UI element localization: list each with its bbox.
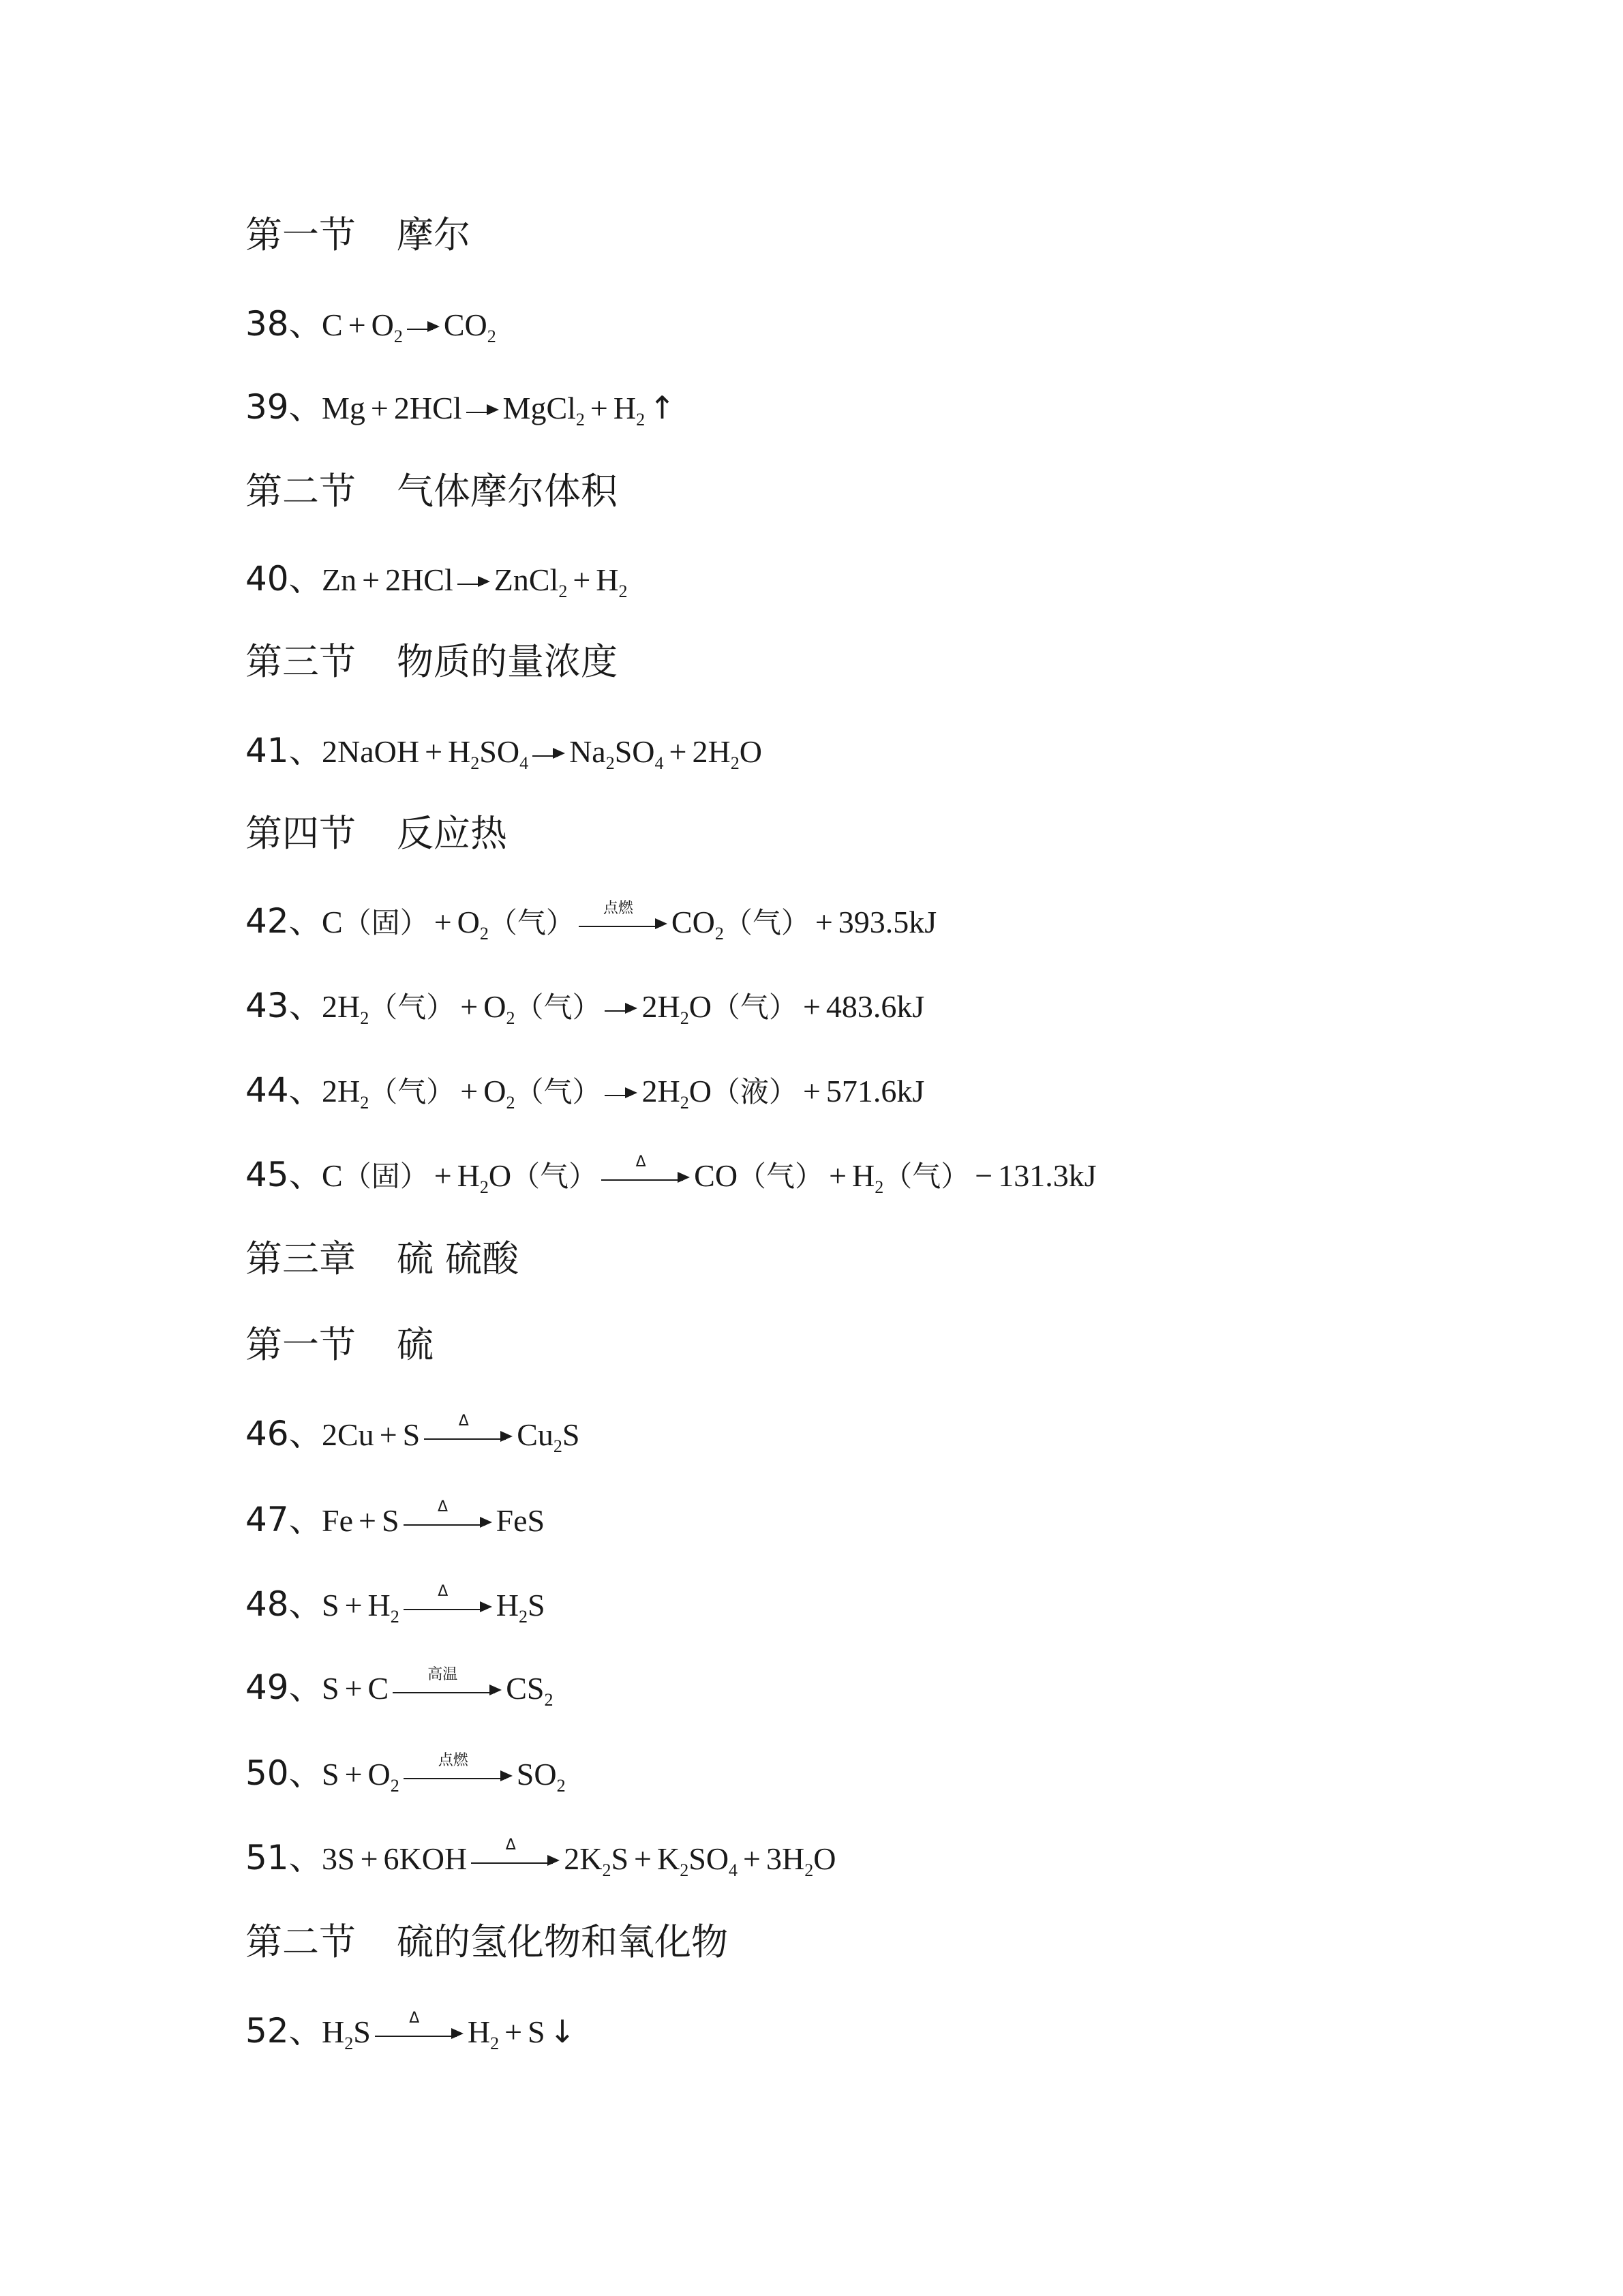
reaction-arrow-heat	[375, 2010, 464, 2036]
equation-number: 46、	[245, 1414, 323, 1453]
equation-number: 47、	[245, 1500, 323, 1539]
reaction-arrow-ignite	[579, 900, 667, 926]
condition-label: 高温	[427, 1666, 458, 1684]
section-title: 硫的氢化物和氧化物	[397, 1920, 728, 1963]
equation-number: 52、	[245, 2011, 323, 2051]
equation-40: 40、Zn + 2HCl ZnCl$_2$ + $H_2$	[245, 559, 628, 601]
reaction-arrow	[605, 1093, 637, 1095]
equation-number: 49、	[245, 1667, 323, 1707]
condition-label: Δ	[505, 1837, 516, 1854]
section-title: 硫	[397, 1323, 434, 1366]
equation-50: 50、$S + O_2$ 点燃 $SO_2$	[245, 1752, 566, 1796]
equation-46: 46、2Cu + S Δ $Cu_2S$	[245, 1413, 580, 1456]
equation-45: 45、C（固） + $H_2O$（气） Δ CO（气） + $H_2$（气） − 131.3kJ	[245, 1153, 1097, 1197]
condition-label: Δ	[438, 1583, 449, 1601]
section-heading	[245, 640, 618, 683]
reaction-arrow	[605, 1009, 637, 1010]
section-heading	[245, 470, 618, 513]
section-title: 气体摩尔体积	[397, 470, 618, 513]
reaction-arrow-heat	[601, 1153, 690, 1179]
section-number: 第一节	[245, 213, 356, 256]
condition-label: Δ	[458, 1413, 469, 1430]
equation-51: 51、3S + 6KOH Δ $2K_2S + K_2SO_4 + 3H_2O$	[245, 1837, 836, 1880]
equation-number: 38、	[245, 304, 323, 344]
reaction-arrow-high-temp	[393, 1666, 502, 1692]
reaction-arrow-heat	[471, 1837, 560, 1862]
section-number: 第三节	[245, 640, 356, 683]
chapter-title: 硫 硫酸	[397, 1237, 519, 1280]
condition-label: 点燃	[438, 1752, 468, 1770]
equation-number: 40、	[245, 559, 323, 599]
precipitate-down-arrow-icon: ↓	[549, 2013, 576, 2050]
section-heading	[245, 1920, 728, 1963]
equation-49: 49、S + C 高温 $CS_2$	[245, 1666, 553, 1710]
equation-number: 50、	[245, 1753, 323, 1793]
chapter-number: 第三章	[245, 1237, 356, 1280]
section-heading	[245, 812, 507, 855]
equation-number: 48、	[245, 1584, 323, 1624]
equation-number: 41、	[245, 731, 323, 770]
reaction-arrow-heat	[404, 1583, 492, 1609]
equation-number: 45、	[245, 1155, 323, 1194]
section-title: 反应热	[397, 812, 507, 855]
equation-number: 51、	[245, 1838, 323, 1877]
equation-48: 48、$S + H_2$ Δ $H_2S$	[245, 1583, 545, 1627]
section-number: 第四节	[245, 812, 356, 855]
section-heading	[245, 213, 470, 256]
equation-number: 39、	[245, 387, 323, 427]
reaction-arrow	[407, 327, 440, 329]
equation-number: 44、	[245, 1070, 323, 1110]
section-title: 摩尔	[397, 213, 470, 256]
gas-evolved-up-arrow-icon: ↑	[649, 389, 676, 426]
chapter-heading	[245, 1237, 519, 1280]
equation-44: 44、$2H_2$（气） + $O_2$（气） $2H_2O$（液） + 571.6kJ	[245, 1070, 925, 1113]
equation-52: 52、$H_2S$ Δ $H_2 + S$ ↓	[245, 2010, 576, 2053]
section-heading	[245, 1323, 434, 1366]
equation-43: 43、$2H_2$（气） + $O_2$（气） $2H_2O$（气） + 483.6kJ	[245, 986, 925, 1028]
equation-41: 41、2NaOH + $H_2SO_4$ $Na_2SO_4 + 2H_2O$	[245, 731, 762, 773]
condition-label: Δ	[409, 2010, 420, 2027]
condition-label: Δ	[438, 1498, 449, 1516]
section-title: 物质的量浓度	[397, 640, 618, 683]
condition-label: Δ	[635, 1153, 646, 1171]
equation-number: 43、	[245, 986, 323, 1025]
reaction-arrow-heat	[424, 1413, 513, 1438]
reaction-arrow	[532, 754, 565, 755]
reaction-arrow	[466, 410, 499, 412]
section-number: 第二节	[245, 1920, 356, 1963]
equation-38: 38、$C + O_2$ $CO_2$	[245, 304, 496, 346]
condition-label: 点燃	[603, 900, 633, 918]
equation-39: 39、Mg + 2HCl MgCl$_2$ + $H_2$ ↑	[245, 387, 676, 429]
section-number: 第二节	[245, 470, 356, 513]
reaction-arrow-heat	[404, 1498, 492, 1524]
equation-number: 42、	[245, 901, 323, 941]
reaction-arrow	[457, 582, 490, 584]
equation-42: 42、C（固） + $O_2$（气） 点燃 $CO_2$（气） + 393.5kJ	[245, 900, 937, 943]
equation-47: 47、Fe + S Δ FeS	[245, 1498, 545, 1539]
section-number: 第一节	[245, 1323, 356, 1366]
reaction-arrow-ignite	[404, 1752, 513, 1778]
